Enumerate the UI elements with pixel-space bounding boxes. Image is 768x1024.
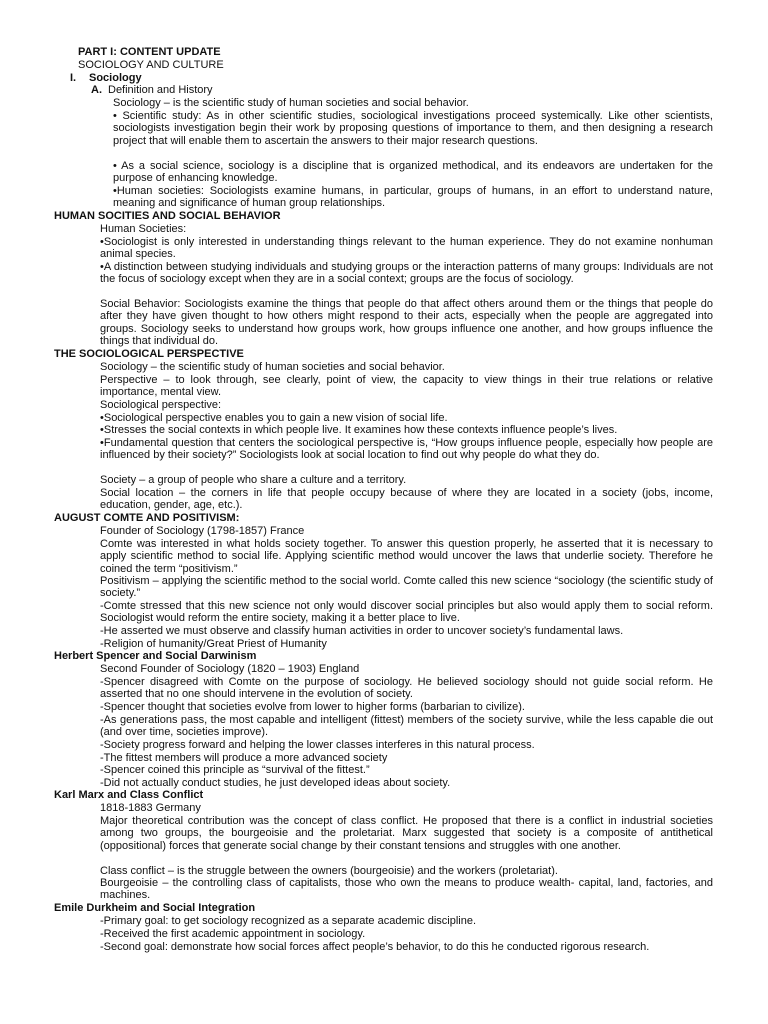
paragraph: Major theoretical contribution was the concept of class conflict. He proposed that there is a conflict in industrial societies among two groups, the bourgeoisie and the proletariat. Marx suggested that society is a composite of antithetical (oppositional) forces that generate social change by their constant tensions and struggles with one another. [100,815,713,852]
section-heading: AUGUST COMTE AND POSITIVISM: [54,512,240,524]
paragraph: •Sociological perspective enables you to gain a new vision of social life. [100,412,448,424]
paragraph: •Stresses the social contexts in which people live. It examines how these contexts influence people’s lives. [100,424,618,436]
paragraph: 1818-1883 Germany [100,802,201,814]
subsection-letter: A. [91,84,102,96]
paragraph: -As generations pass, the most capable and intelligent (fittest) members of the society survive, while the less capable die out (and over time, societies improve). [100,714,713,739]
document-subtitle: SOCIOLOGY AND CULTURE [78,59,224,71]
paragraph: -He asserted we must observe and classify human activities in order to uncover society’s fundamental laws. [100,625,624,637]
intro-paragraph: Sociology – is the scientific study of human societies and social behavior. [113,97,469,109]
paragraph: -Received the first academic appointment in sociology. [100,928,366,940]
subsection-title: Definition and History [108,84,213,96]
section-heading: Herbert Spencer and Social Darwinism [54,650,257,662]
section-heading: Karl Marx and Class Conflict [54,789,204,801]
paragraph: -Spencer coined this principle as “survival of the fittest.” [100,764,370,776]
section-heading: HUMAN SOCITIES AND SOCIAL BEHAVIOR [54,210,281,222]
section-heading: THE SOCIOLOGICAL PERSPECTIVE [54,348,244,360]
paragraph: -The fittest members will produce a more advanced society [100,752,388,764]
section-title: Sociology [89,72,142,84]
paragraph: •Sociologist is only interested in understanding things relevant to the human experience. They do not examine nonhuman animal species. [100,236,713,261]
paragraph: Positivism – applying the scientific method to the social world. Comte called this new science “sociology (the scientific study of society.” [100,575,713,600]
intro-paragraph: • Scientific study: As in other scientific studies, sociological investigations proceed systemically. Like other scientists, sociologists investigation begin their work by proposing questions of importance to them, and then designing a research project that will enable them to ascertain the answers to their major research questions. [113,110,713,147]
paragraph: Social Behavior: Sociologists examine the things that people do that affect others around them or the things that people do after they have given thought to how others might respond to their acts, especially when the people are aggregated into groups. Sociology seeks to understand how groups work, how groups influence one another, and how groups influence the things that individual do. [100,298,713,348]
paragraph: -Did not actually conduct studies, he just developed ideas about society. [100,777,451,789]
paragraph: Class conflict – is the struggle between the owners (bourgeoisie) and the workers (proletariat). [100,865,558,877]
section-heading: Emile Durkheim and Social Integration [54,902,256,914]
intro-paragraph: • As a social science, sociology is a discipline that is organized methodical, and its endeavors are undertaken for the purpose of enhancing knowledge. [113,160,713,185]
paragraph: Founder of Sociology (1798-1857) France [100,525,305,537]
paragraph: Society – a group of people who share a culture and a territory. [100,474,407,486]
paragraph: Second Founder of Sociology (1820 – 1903) England [100,663,360,675]
paragraph: -Comte stressed that this new science not only would discover social principles but also would apply them to social reform. Sociologist would reform the entire society, making it a better place to live. [100,600,713,625]
paragraph: Sociological perspective: [100,399,222,411]
paragraph: Comte was interested in what holds society together. To answer this question properly, he asserted that it is necessary to apply scientific method to social life. Applying scientific method would uncover the laws that underlie society. Therefore he coined the term “positivism.” [100,538,713,575]
intro-paragraph: •Human societies: Sociologists examine humans, in particular, groups of humans, in an effort to understand nature, meaning and significance of human group relationships. [113,185,713,210]
paragraph: Social location – the corners in life that people occupy because of where they are located in a society (jobs, income, education, gender, age, etc.). [100,487,713,512]
paragraph: Bourgeoisie – the controlling class of capitalists, those who own the means to produce wealth- capital, land, factories, and machines. [100,877,713,902]
paragraph: -Spencer disagreed with Comte on the purpose of sociology. He believed sociology should not guide social reform. He asserted that no one should intervene in the evolution of society. [100,676,713,701]
paragraph: Sociology – the scientific study of human societies and social behavior. [100,361,445,373]
section-number: I. [70,72,77,84]
paragraph: -Second goal: demonstrate how social forces affect people’s behavior, to do this he conducted rigorous research. [100,941,650,953]
paragraph: -Spencer thought that societies evolve from lower to higher forms (barbarian to civilize). [100,701,525,713]
paragraph: •A distinction between studying individuals and studying groups or the interaction patterns of many groups: Individuals are not the focus of sociology except when they are in a social context; groups are the focus of sociology. [100,261,713,286]
paragraph: -Religion of humanity/Great Priest of Humanity [100,638,327,650]
paragraph: Human Societies: [100,223,187,235]
paragraph: Perspective – to look through, see clearly, point of view, the capacity to view things in their true relations or relative importance, mental view. [100,374,713,399]
document-title: PART I: CONTENT UPDATE [78,46,221,58]
paragraph: -Primary goal: to get sociology recognized as a separate academic discipline. [100,915,477,927]
paragraph: -Society progress forward and helping the lower classes interferes in this natural process. [100,739,535,751]
paragraph: •Fundamental question that centers the sociological perspective is, “How groups influence people, especially how people are influenced by their society?” Sociologists look at social location to find out why people do what they do. [100,437,713,462]
